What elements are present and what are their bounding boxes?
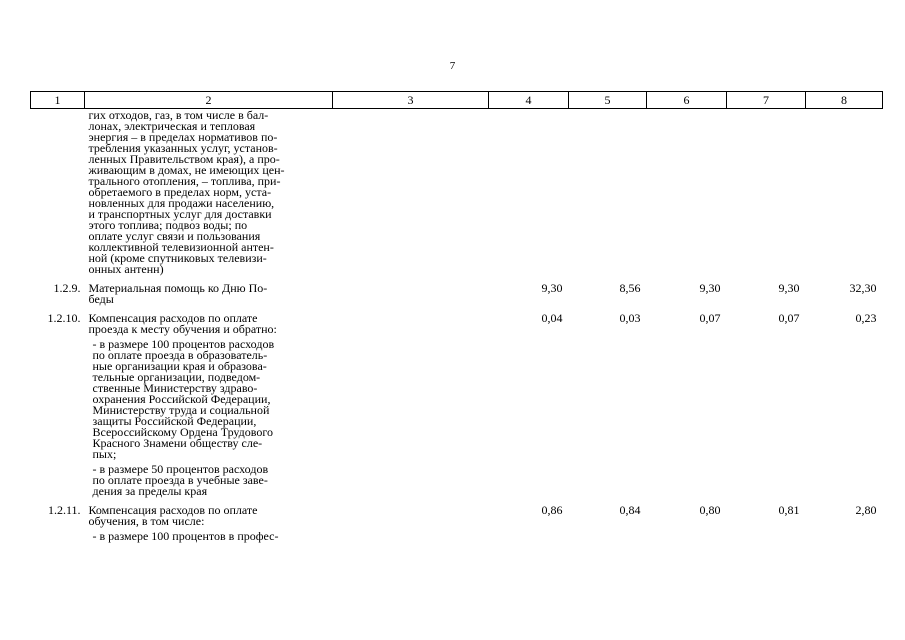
row-value-col7: 0,81 [778, 503, 800, 517]
row-value-col5: 8,56 [619, 281, 641, 295]
column-header-2: 2 [85, 92, 333, 109]
column-header-1: 1 [31, 92, 85, 109]
row-description: Компенсация расходов по оплате проезда к месту обучения и обратно: [88, 311, 277, 336]
budget-table-container [30, 91, 882, 542]
column-header-8: 8 [806, 92, 883, 109]
column-header-6: 6 [647, 92, 727, 109]
column-number-header-row [31, 92, 883, 109]
table-row [31, 305, 883, 497]
row-description: Материальная помощь ко Дню По- беды [88, 281, 268, 306]
row-value-col8: 32,30 [849, 281, 877, 295]
column-header-5: 5 [569, 92, 647, 109]
row-value-col5: 0,84 [619, 503, 641, 517]
budget-table [30, 91, 883, 542]
row-subitem: - в размере 100 процентов в профес- [92, 529, 279, 543]
continuation-text: гих отходов, газ, в том числе в бал- лонах, электрическая и тепловая энергия – в пределах нормативов по- требления указанных услуг, установ- ленных Правительством края), а про- живающим в домах, не имеющих цен- трального отопления, – топлива, при- обретаемого в пределах норм, уста- новленных для продажи населению, и транспортных услуг для доставки этого топлива; подвоз воды; по оплате услуг связи и пользования коллективной телевизионной антен- ной (кроме спутниковых телевизи- онных антенн) [88, 108, 285, 276]
row-subitem: - в размере 50 процентов расходов по оплате проезда в учебные заве- дения за пределы края [92, 462, 269, 498]
table-row [31, 497, 883, 542]
row-value-col4: 0,04 [541, 311, 563, 325]
row-number: 1.2.10. [47, 311, 81, 325]
row-subitem: - в размере 100 процентов расходов по оплате проезда в образователь- ные организации края и образова- тельные организации, подведом- ственные Министерству здраво- охранения Российской Федерации, Министерству труда и социальной защиты Российской Федерации, Всероссийскому Ордена Трудового Красного Знамени обществу сле- пых; [92, 337, 275, 461]
row-value-col5: 0,03 [619, 311, 641, 325]
row-number: 1.2.9. [53, 281, 81, 295]
row-description: Компенсация расходов по оплате обучения, в том числе: [88, 503, 258, 528]
row-value-col7: 9,30 [778, 281, 800, 295]
row-value-col8: 2,80 [855, 503, 877, 517]
row-value-col6: 0,07 [699, 311, 721, 325]
table-row [31, 275, 883, 305]
row-value-col6: 0,80 [699, 503, 721, 517]
row-value-col7: 0,07 [778, 311, 800, 325]
column-header-4: 4 [489, 92, 569, 109]
column-header-7: 7 [727, 92, 806, 109]
column-header-3: 3 [333, 92, 489, 109]
row-number: 1.2.11. [47, 503, 81, 517]
continuation-row [31, 109, 883, 276]
row-value-col4: 9,30 [541, 281, 563, 295]
page-number: 7 [449, 60, 456, 72]
row-value-col6: 9,30 [699, 281, 721, 295]
row-value-col8: 0,23 [855, 311, 877, 325]
row-value-col4: 0,86 [541, 503, 563, 517]
